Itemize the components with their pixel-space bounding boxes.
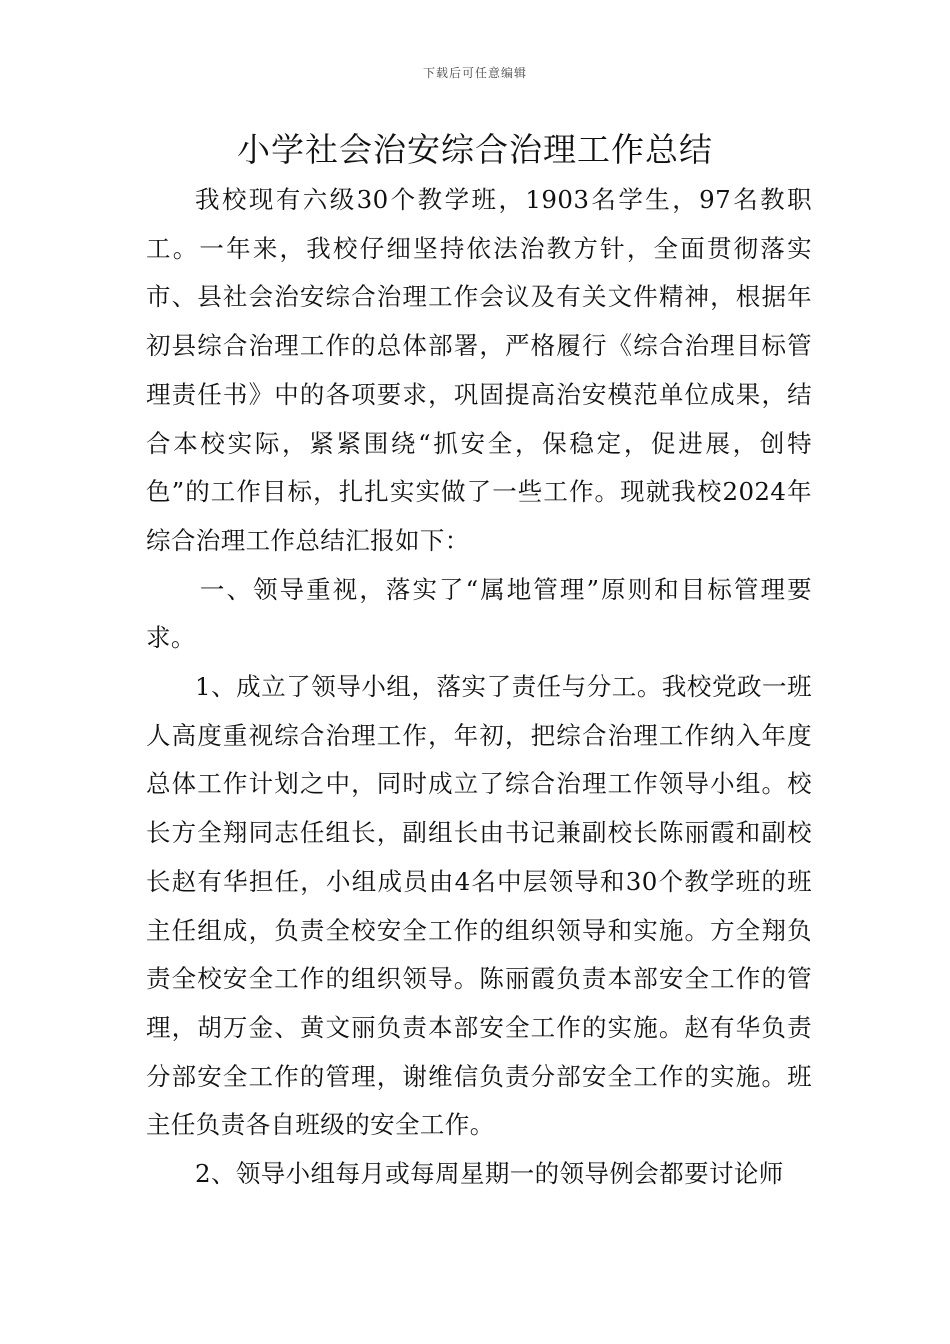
document-body — [146, 176, 812, 1199]
paragraph-intro: 我校现有六级30个教学班，1903名学生，97名教职工。一年来，我校仔细坚持依法治教方针，全面贯彻落实市、县社会治安综合治理工作会议及有关文件精神，根据年初县综合治理工作的总体部署，严格履行《综合治理目标管理责任书》中的各项要求，巩固提高治安模范单位成果，结合本校实际，紧紧围绕“抓安全，保稳定，促进展，创特色”的工作目标，扎扎实实做了一些工作。现就我校2024年综合治理工作总结汇报如下： — [146, 185, 812, 555]
page-header-note: 下载后可任意编辑 — [422, 66, 527, 80]
paragraph-item-2: 2、领导小组每月或每周星期一的领导例会都要讨论师 — [195, 1159, 784, 1189]
paragraph-section-heading: 一、领导重视，落实了“属地管理”原则和目标管理要求。 — [146, 574, 812, 653]
paragraph-item-1: 1、成立了领导小组，落实了责任与分工。我校党政一班人高度重视综合治理工作，年初，把综合治理工作纳入年度总体工作计划之中，同时成立了综合治理工作领导小组。校长方全翔同志任组长，副组长由书记兼副校长陈丽霞和副校长赵有华担任，小组成员由4名中层领导和30个教学班的班主任组成，负责全校安全工作的组织领导和实施。方全翔负责全校安全工作的组织领导。陈丽霞负责本部安全工作的管理，胡万金、黄文丽负责本部安全工作的实施。赵有华负责分部安全工作的管理，谢维信负责分部安全工作的实施。班主任负责各自班级的安全工作。 — [146, 672, 812, 1140]
document-title: 小学社会治安综合治理工作总结 — [237, 130, 713, 169]
